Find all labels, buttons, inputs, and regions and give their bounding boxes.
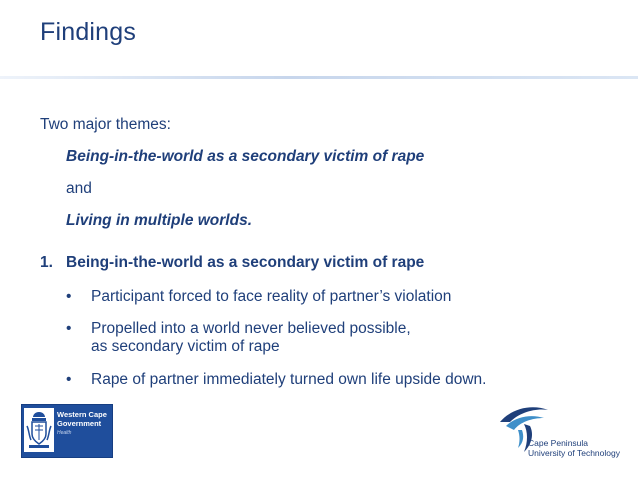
cput-logo (478, 398, 628, 468)
bullet-text-continued: as secondary victim of rape (91, 338, 280, 355)
section-heading: Being-in-the-world as a secondary victim of rape (66, 254, 425, 271)
bullet-text: Rape of partner immediately turned own life upside down. (91, 371, 487, 388)
bullet-marker: • (66, 320, 72, 337)
theme-2: Living in multiple worlds. (66, 212, 253, 229)
title-divider (0, 76, 638, 79)
bullet-marker: • (66, 371, 72, 388)
slide-title: Findings (40, 18, 137, 46)
section-number: 1. (40, 254, 53, 271)
bullet-marker: • (66, 288, 72, 305)
coat-of-arms-icon (24, 408, 54, 452)
cput-name: Cape Peninsula University of Technology (528, 438, 620, 458)
intro-text: Two major themes: (40, 116, 171, 133)
wcg-name: Western Cape Government (57, 410, 107, 428)
wcg-department: Health (57, 430, 72, 436)
and-text: and (66, 180, 92, 197)
western-cape-government-logo (21, 404, 113, 458)
theme-1: Being-in-the-world as a secondary victim of rape (66, 148, 425, 165)
bullet-text: Propelled into a world never believed possible, (91, 320, 411, 337)
bullet-text: Participant forced to face reality of partner’s violation (91, 288, 452, 305)
